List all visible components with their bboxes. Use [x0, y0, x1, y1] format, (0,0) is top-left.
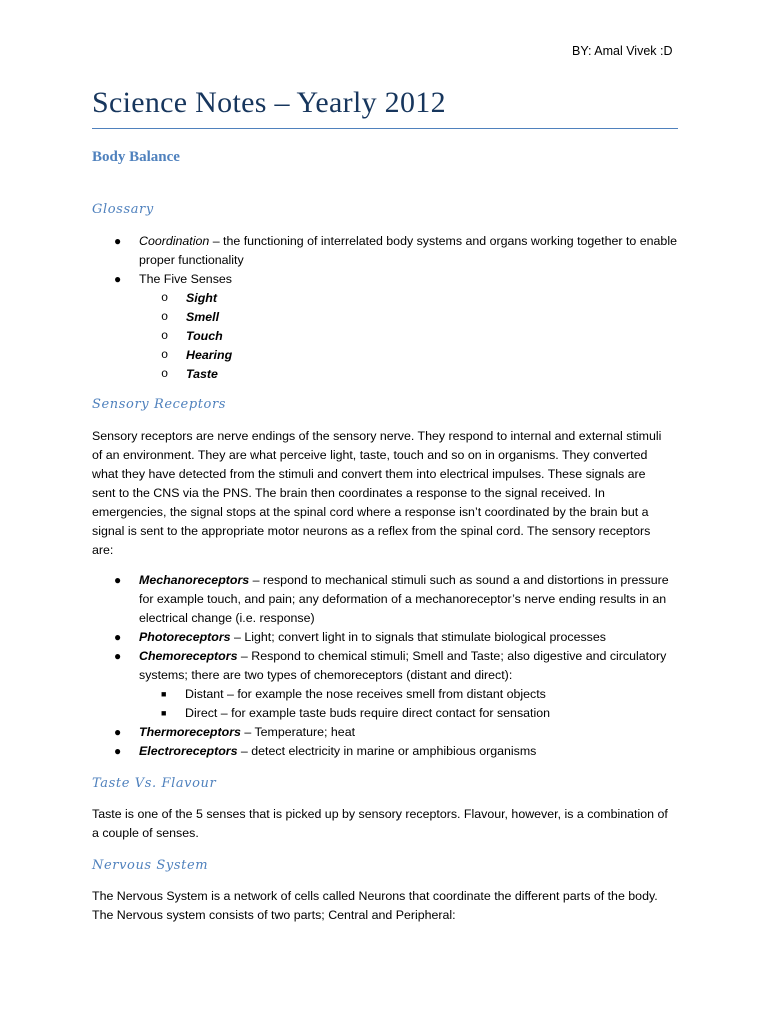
list-item	[92, 232, 677, 270]
sense-label: Smell	[186, 310, 220, 324]
list-item	[92, 742, 677, 761]
heading-sensory-receptors: Sensory Receptors	[92, 397, 227, 412]
list-item	[92, 723, 677, 742]
receptor-term: Photoreceptors	[139, 630, 231, 644]
list-item	[92, 571, 677, 628]
author-line: BY: Amal Vivek :D	[572, 44, 673, 58]
bullet-icon: ●	[114, 630, 122, 644]
list-item	[92, 704, 677, 723]
receptor-term: Electroreceptors	[139, 744, 238, 758]
heading-nervous-system: Nervous System	[92, 858, 209, 873]
heading-taste-vs-flavour: Taste Vs. Flavour	[92, 776, 217, 791]
receptor-desc: – Light; convert light in to signals that stimulate biological processes	[230, 630, 606, 644]
square-bullet-icon: ■	[161, 708, 167, 718]
glossary-term: Coordination	[139, 234, 210, 248]
square-bullet-icon: ■	[161, 689, 167, 699]
list-item	[139, 327, 677, 346]
sense-label: Touch	[186, 329, 223, 343]
bullet-icon: ●	[114, 744, 122, 758]
glossary-definition: – the functioning of interrelated body systems and organs working together to enable proper functionality	[139, 234, 677, 267]
receptor-list	[92, 571, 677, 761]
list-item	[92, 685, 677, 704]
title-underline	[92, 128, 678, 129]
list-item	[139, 346, 677, 365]
bullet-icon: ●	[114, 272, 122, 286]
receptor-term: Thermoreceptors	[139, 725, 241, 739]
chemo-type: Direct – for example taste buds require direct contact for sensation	[185, 706, 551, 720]
taste-paragraph: Taste is one of the 5 senses that is picked up by sensory receptors. Flavour, however, is a combination of a couple of senses.	[92, 807, 668, 840]
sense-label: Sight	[186, 291, 217, 305]
chemoreceptor-types	[92, 685, 677, 723]
glossary-list	[92, 232, 677, 384]
senses-list	[139, 289, 677, 384]
page-title: Science Notes – Yearly 2012	[92, 86, 446, 119]
list-item	[92, 647, 677, 723]
sensory-paragraph: Sensory receptors are nerve endings of the sensory nerve. They respond to internal and external stimuli of an environment. They are what perceive light, taste, touch and so on in organisms. They converted what they have detected from the stimuli and convert them into electrical impulses. These signals are sent to the CNS via the PNS. The brain then coordinates a response to the signal received. In emergencies, the signal stops at the spinal cord where a response isn’t coordinated by the brain but a signal is sent to the appropriate motor neurons as a reflex from the spinal cord. The sensory receptors are:	[92, 429, 662, 557]
bullet-icon: ●	[114, 234, 122, 248]
bullet-icon: ●	[114, 573, 122, 587]
receptor-term: Mechanoreceptors	[139, 573, 250, 587]
receptor-desc: – Respond to chemical stimuli; Smell and Taste; also digestive and circulatory systems; there are two types of chemoreceptors (distant and direct):	[139, 649, 667, 682]
circle-bullet-icon: o	[161, 310, 169, 324]
list-item	[139, 308, 677, 327]
list-item	[92, 270, 677, 384]
circle-bullet-icon: o	[161, 348, 169, 362]
receptor-desc: – respond to mechanical stimuli such as sound a and distortions in pressure for example touch, and pain; any deformation of a mechanoreceptor’s nerve ending results in an electrical change (i.e. response)	[139, 573, 669, 625]
circle-bullet-icon: o	[161, 291, 169, 305]
list-item	[139, 365, 677, 384]
sense-label: Hearing	[186, 348, 233, 362]
bullet-icon: ●	[114, 725, 122, 739]
list-item	[139, 289, 677, 308]
sense-label: Taste	[186, 367, 218, 381]
receptor-desc: – detect electricity in marine or amphibious organisms	[237, 744, 537, 758]
circle-bullet-icon: o	[161, 367, 169, 381]
chemo-type: Distant – for example the nose receives smell from distant objects	[185, 687, 546, 701]
section-heading-body-balance: Body Balance	[92, 149, 180, 165]
nervous-paragraph: The Nervous System is a network of cells called Neurons that coordinate the different parts of the body. The Nervous system consists of two parts; Central and Peripheral:	[92, 889, 658, 922]
list-item	[92, 628, 677, 647]
circle-bullet-icon: o	[161, 329, 169, 343]
bullet-icon: ●	[114, 649, 122, 663]
five-senses-label: The Five Senses	[139, 272, 232, 286]
receptor-desc: – Temperature; heat	[240, 725, 356, 739]
heading-glossary: Glossary	[92, 202, 154, 217]
receptor-term: Chemoreceptors	[139, 649, 238, 663]
